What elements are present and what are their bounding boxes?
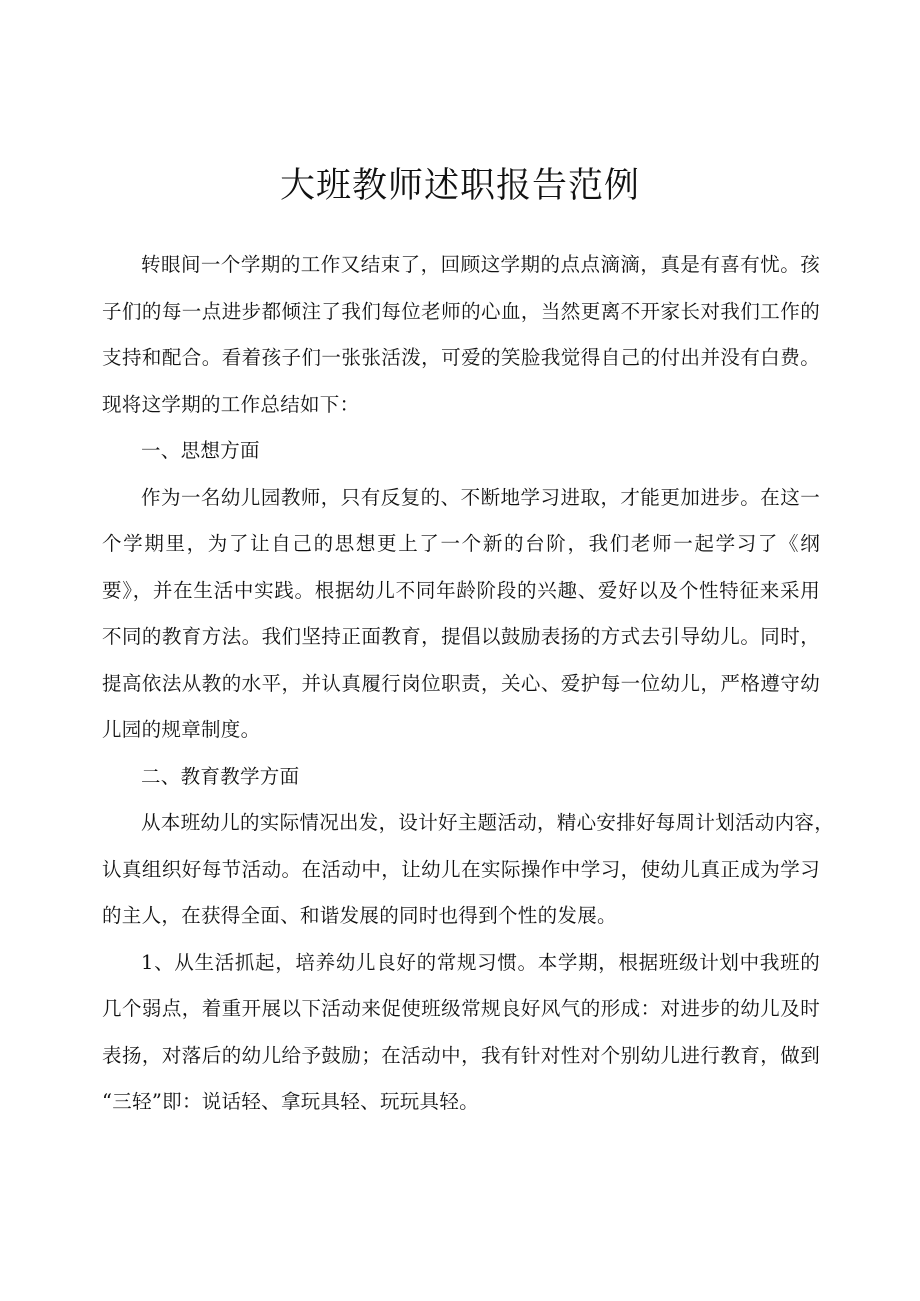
paragraph-line: 作为一名幼儿园教师，只有反复的、不断地学习进取，才能更加进步。在这一 — [141, 485, 820, 509]
document-body — [102, 242, 835, 1126]
paragraph-teaching — [102, 800, 835, 940]
paragraph-line: 表扬，对落后的幼儿给予鼓励；在活动中，我有针对性对个别幼儿进行教育，做到 — [102, 1043, 820, 1067]
paragraph-line: 子们的每一点进步都倾注了我们每位老师的心血，当然更离不开家长对我们工作的 — [102, 299, 820, 323]
paragraph-routine — [102, 940, 820, 1126]
paragraph-line: “三轻”即：说话轻、拿玩具轻、玩玩具轻。 — [102, 1090, 479, 1113]
paragraph-line: 几个弱点，着重开展以下活动来促使班级常规良好风气的形成：对进步的幼儿及时 — [102, 997, 820, 1020]
paragraph-line: 1、从生活抓起，培养幼儿良好的常规习惯。本学期，根据班级计划中我班的 — [141, 950, 820, 974]
paragraph-line: 个学期里，为了让自己的思想更上了一个新的台阶，我们老师一起学习了《纲 — [102, 532, 820, 555]
paragraph-intro — [102, 242, 820, 428]
paragraph-line: 支持和配合。看着孩子们一张张活泼，可爱的笑脸我觉得自己的付出并没有白费。 — [102, 346, 820, 369]
document-title: 大班教师述职报告范例 — [279, 166, 640, 206]
paragraph-line: 的主人，在获得全面、和谐发展的同时也得到个性的发展。 — [102, 904, 617, 927]
paragraph-line: 从本班幼儿的实际情况出发，设计好主题活动，精心安排好每周计划活动内容， — [141, 811, 835, 834]
paragraph-line: 认真组织好每节活动。在活动中，让幼儿在实际操作中学习，使幼儿真正成为学习 — [102, 857, 820, 881]
paragraph-thought — [102, 475, 820, 754]
paragraph-line: 提高依法从教的水平，并认真履行岗位职责，关心、爱护每一位幼儿，严格遵守幼 — [102, 671, 820, 695]
paragraph-line: 不同的教育方法。我们坚持正面教育，提倡以鼓励表扬的方式去引导幼儿。同时， — [102, 625, 820, 648]
section-heading-thought: 一、思想方面 — [141, 439, 260, 462]
paragraph-line: 要》，并在生活中实践。根据幼儿不同年龄阶段的兴趣、爱好以及个性特征来采用 — [102, 578, 820, 602]
paragraph-line: 转眼间一个学期的工作又结束了，回顾这学期的点点滴滴，真是有喜有忧。孩 — [141, 253, 820, 276]
paragraph-line: 儿园的规章制度。 — [102, 718, 261, 741]
paragraph-line: 现将这学期的工作总结如下： — [102, 392, 360, 416]
section-heading-teaching: 二、教育教学方面 — [141, 764, 300, 788]
